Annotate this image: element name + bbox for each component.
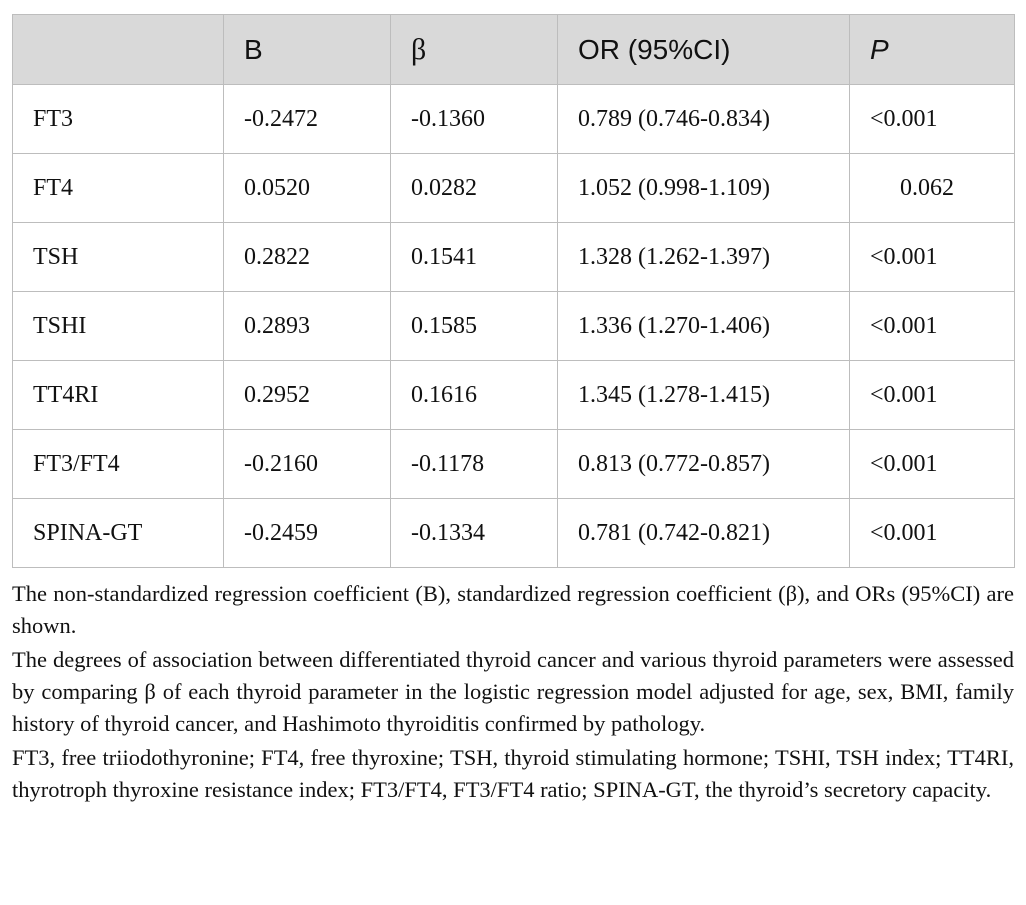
header-beta: β <box>391 15 558 85</box>
cell-or: 0.813 (0.772-0.857) <box>558 430 850 499</box>
regression-table <box>12 14 1015 568</box>
cell-b: -0.2472 <box>224 85 391 154</box>
footnote-method: The degrees of association between differentiated thyroid cancer and various thyroid parameters were assessed by comparing β of each thyroid parameter in the logistic regression model adjusted for age, sex, BMI, family history of thyroid cancer, and Hashimoto thyroiditis confirmed by pathology. <box>12 647 1014 736</box>
cell-p: <0.001 <box>850 292 1015 361</box>
footnote-coefficients: The non-standardized regression coefficient (B), standardized regression coefficient (β), and ORs (95%CI) are shown. <box>12 581 1014 638</box>
header-row <box>13 15 1015 85</box>
cell-p: <0.001 <box>850 361 1015 430</box>
cell-or: 1.052 (0.998-1.109) <box>558 154 850 223</box>
cell-p: 0.062 <box>850 154 1015 223</box>
cell-beta: 0.1585 <box>391 292 558 361</box>
table-row <box>13 430 1015 499</box>
cell-p: <0.001 <box>850 430 1015 499</box>
cell-beta: -0.1178 <box>391 430 558 499</box>
table-row <box>13 361 1015 430</box>
header-b: B <box>224 15 391 85</box>
cell-or: 1.336 (1.270-1.406) <box>558 292 850 361</box>
cell-beta: -0.1334 <box>391 499 558 568</box>
footnote-abbreviations: FT3, free triiodothyronine; FT4, free thyroxine; TSH, thyroid stimulating hormone; TSHI, TSH index; TT4RI, thyrotroph thyroxine resistance index; FT3/FT4, FT3/FT4 ratio; SPINA-GT, the thyroid’s secretory capacity. <box>12 745 1014 802</box>
cell-parameter: TSHI <box>13 292 224 361</box>
cell-beta: 0.0282 <box>391 154 558 223</box>
table-row <box>13 499 1015 568</box>
table-row <box>13 223 1015 292</box>
cell-parameter: SPINA-GT <box>13 499 224 568</box>
cell-parameter: TSH <box>13 223 224 292</box>
cell-parameter: FT3 <box>13 85 224 154</box>
cell-b: 0.2822 <box>224 223 391 292</box>
cell-p: <0.001 <box>850 499 1015 568</box>
cell-parameter: TT4RI <box>13 361 224 430</box>
cell-or: 0.789 (0.746-0.834) <box>558 85 850 154</box>
table-footnotes <box>12 578 1014 806</box>
table-row <box>13 154 1015 223</box>
cell-beta: 0.1541 <box>391 223 558 292</box>
cell-or: 1.328 (1.262-1.397) <box>558 223 850 292</box>
header-or: OR (95%CI) <box>558 15 850 85</box>
header-p: P <box>850 15 1015 85</box>
cell-b: 0.0520 <box>224 154 391 223</box>
cell-beta: -0.1360 <box>391 85 558 154</box>
cell-parameter: FT3/FT4 <box>13 430 224 499</box>
cell-b: 0.2893 <box>224 292 391 361</box>
cell-parameter: FT4 <box>13 154 224 223</box>
table-row <box>13 85 1015 154</box>
cell-b: -0.2459 <box>224 499 391 568</box>
cell-b: 0.2952 <box>224 361 391 430</box>
cell-p: <0.001 <box>850 85 1015 154</box>
table-row <box>13 292 1015 361</box>
cell-or: 0.781 (0.742-0.821) <box>558 499 850 568</box>
cell-b: -0.2160 <box>224 430 391 499</box>
header-parameter <box>13 15 224 85</box>
table-container <box>12 14 1014 808</box>
cell-p: <0.001 <box>850 223 1015 292</box>
cell-beta: 0.1616 <box>391 361 558 430</box>
cell-or: 1.345 (1.278-1.415) <box>558 361 850 430</box>
